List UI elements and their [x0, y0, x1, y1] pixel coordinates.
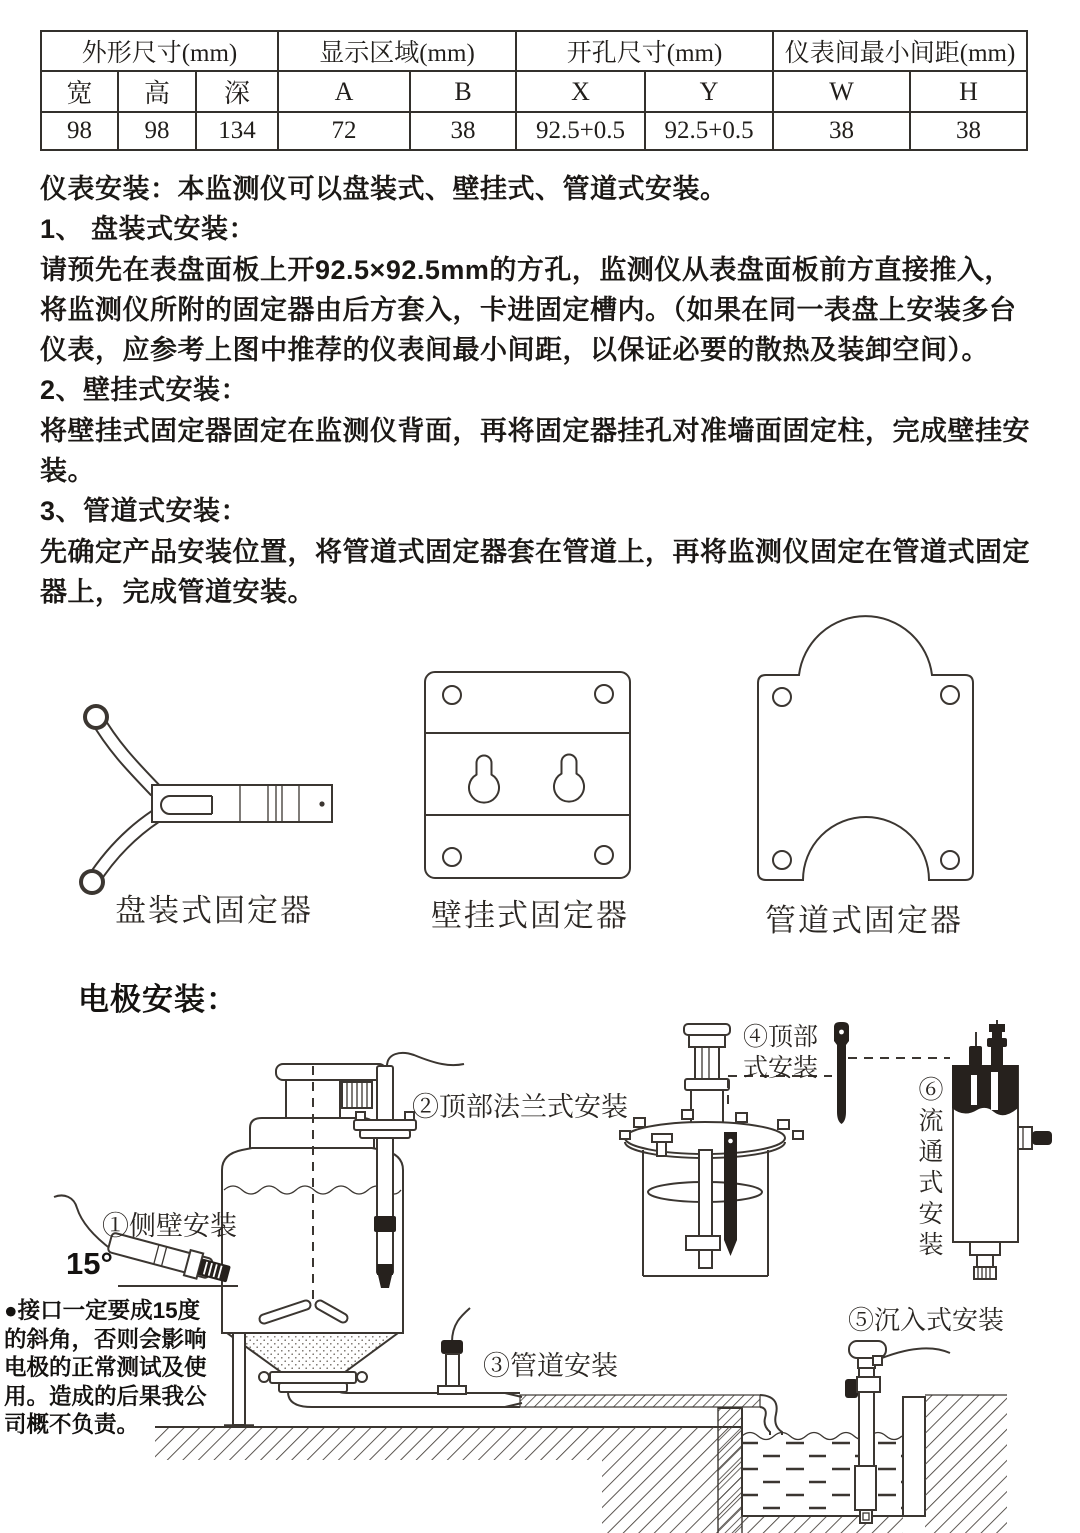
panel-mount-fixture-drawing: [79, 704, 332, 895]
spec-group-display: 显示区域(mm): [278, 31, 516, 71]
label-pipeline-install: ③管道安装: [483, 1351, 618, 1381]
instruction-line: 器上，完成管道安装。: [40, 576, 315, 607]
spec-col: Y: [645, 71, 773, 112]
spec-group-spacing: 仪表间最小间距(mm): [773, 31, 1027, 71]
instruction-line: 先确定产品安装位置，将管道式固定器套在管道上，再将监测仪固定在管道式固定: [40, 536, 1030, 567]
spec-value: 98: [118, 112, 196, 150]
label-submersion-install: ⑤沉入式安装: [848, 1306, 1005, 1335]
note-line: 的斜角，否则会影响: [4, 1326, 207, 1352]
caption-pipe-fixture: 管道式固定器: [765, 903, 963, 938]
spec-value: 72: [278, 112, 410, 150]
spec-table: [40, 30, 1028, 151]
spec-col: 深: [196, 71, 278, 112]
spec-col: H: [910, 71, 1027, 112]
instruction-line: 将监测仪所附的固定器由后方套入，卡进固定槽内。（如果在同一表盘上安装多台: [40, 294, 1017, 325]
instruction-line: 2、壁挂式安装：: [40, 375, 249, 406]
pipe-mount-fixture-drawing: [758, 616, 973, 880]
caption-wall-fixture: 壁挂式固定器: [431, 898, 629, 933]
spec-value: 92.5+0.5: [516, 112, 645, 150]
label-side-wall-install: ①侧壁安装: [102, 1211, 237, 1241]
spec-group-cutout: 开孔尺寸(mm): [516, 31, 773, 71]
installation-instructions: [40, 167, 1055, 610]
instruction-line: 3、管道式安装：: [40, 496, 249, 527]
instruction-line: 将壁挂式固定器固定在监测仪背面，再将固定器挂孔对准墙面固定柱，完成壁挂安: [40, 415, 1030, 446]
electrode-section-heading: 电极安装：: [78, 982, 238, 1017]
spec-value: 92.5+0.5: [645, 112, 773, 150]
instruction-line: 装。: [40, 456, 95, 487]
spec-col: W: [773, 71, 910, 112]
label-flow-through-install: ⑥流通式安装: [915, 1076, 942, 1262]
label-top-flange-install: ②顶部法兰式安装: [412, 1092, 628, 1122]
spec-group-outline: 外形尺寸(mm): [41, 31, 278, 71]
instruction-line: 仪表，应参考上图中推荐的仪表间最小间距，以保证必要的散热及装卸空间）。: [40, 335, 989, 366]
caption-panel-fixture: 盘装式固定器: [115, 893, 313, 928]
note-line: 用。造成的后果我公: [4, 1383, 207, 1409]
label-top-type-install: ④顶部式安装: [743, 1024, 819, 1082]
ground-hatch: [155, 1427, 742, 1533]
angle-warning-note: [4, 1297, 207, 1440]
note-line: 司概不负责。: [4, 1412, 140, 1438]
spec-col: A: [278, 71, 410, 112]
spec-value: 38: [910, 112, 1027, 150]
spec-col: B: [410, 71, 516, 112]
pipeline-electrode-drawing: [438, 1308, 470, 1394]
spec-value: 38: [410, 112, 516, 150]
spec-col: 高: [118, 71, 196, 112]
instruction-line: 1、 盘装式安装：: [40, 214, 257, 245]
spec-value: 134: [196, 112, 278, 150]
angle-15-degrees: 15°: [66, 1246, 113, 1281]
instruction-line: 请预先在表盘面板上开92.5×92.5mm的方孔，监测仪从表盘面板前方直接推入，: [40, 254, 1012, 285]
spec-value: 98: [41, 112, 118, 150]
spec-col: 宽: [41, 71, 118, 112]
wall-mount-fixture-drawing: [425, 672, 630, 878]
spec-value: 38: [773, 112, 910, 150]
electrode-probe-drawing: [834, 1022, 849, 1124]
note-line: 电极的正常测试及使: [4, 1355, 207, 1381]
spec-col: X: [516, 71, 645, 112]
instruction-line: 仪表安装：本监测仪可以盘装式、壁挂式、管道式安装。: [40, 174, 728, 204]
note-line: ●接口一定要成15度: [4, 1298, 201, 1323]
flow-cell-drawing: [952, 1020, 1052, 1279]
stirred-tank-drawing: [222, 1064, 403, 1426]
